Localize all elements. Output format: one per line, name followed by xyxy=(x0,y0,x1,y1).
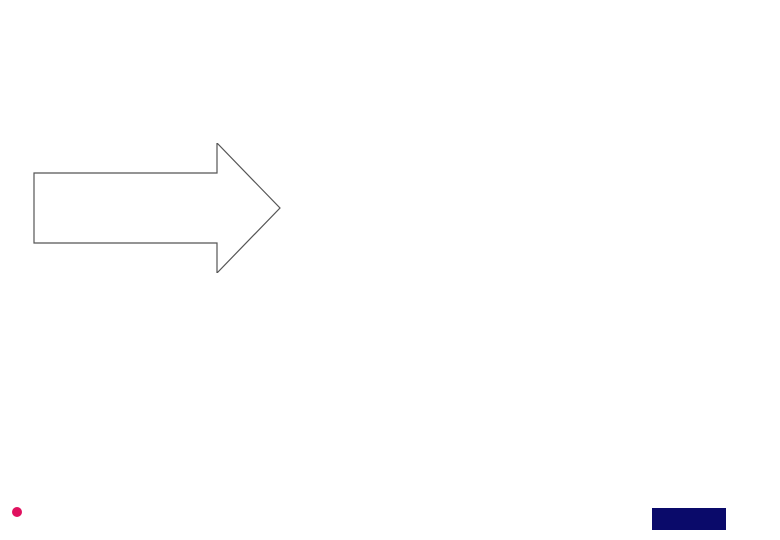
inshr-ew-logo xyxy=(652,508,726,530)
tns-csop-logo xyxy=(12,500,26,523)
